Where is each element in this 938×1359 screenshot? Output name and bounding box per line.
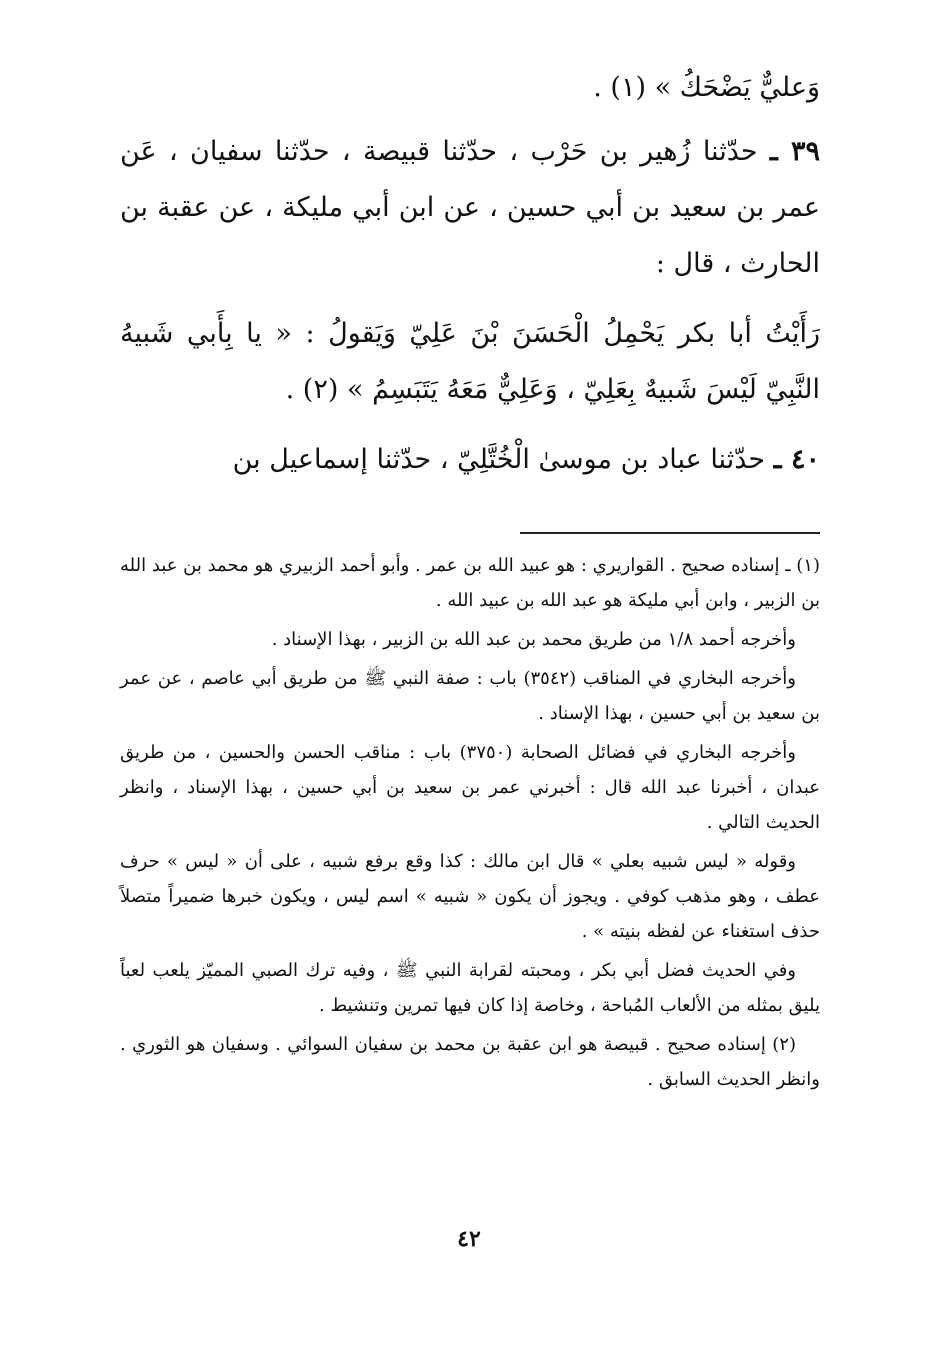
footnote-1-paragraph: (١) ـ إسناده صحيح . القواريري : هو عبيد الله بن عمر . وأبو أحمد الزبيري هو محمد بن عبد الله بن الزبير ، وابن أبي مليكة هو عبد الله بن عبيد الله .: [120, 555, 820, 611]
hadith-40-chain: حدّثنا عباد بن موسىٰ الْخُتَّلِيّ ، حدّثنا إسماعيل بن: [232, 444, 766, 475]
footnote-1-paragraph: وأخرجه البخاري في المناقب (٣٥٤٢) باب : صفة النبي ﷺ من طريق أبي عاصم ، عن عمر بن سعيد بن أبي حسين ، بهذا الإسناد .: [120, 668, 820, 724]
page-number: ٤٢: [457, 1226, 481, 1252]
main-text: [120, 60, 820, 488]
hadith-39-matn: رَأَيْتُ أبا بكر يَحْمِلُ الْحَسَنَ بْنَ عَلِيّ وَيَقولُ : « يا بِأَبي شَبيهُ النَّبِيّ لَيْسَ شَبيهٌ بِعَلِيّ ، وَعَلِيٌّ مَعَهُ يَتَبَسِمُ » (٢) .: [120, 318, 820, 405]
hadith-40-number: ٤٠ ـ: [773, 444, 820, 475]
hadith-38-ending: وَعليٌّ يَضْحَكُ » (١) .: [593, 72, 820, 103]
hadith-39-isnad: [120, 124, 820, 292]
book-page: [120, 60, 820, 1101]
footnote-2: (٢) إسناده صحيح . قبيصة هو ابن عقبة بن محمد بن سفيان السوائي . وسفيان هو الثوري . وانظر الحديث السابق .: [120, 1034, 820, 1090]
footnote-1-paragraph: وقوله « ليس شبيه بعلي » قال ابن مالك : كذا وقع برفع شبيه ، على أن « ليس » حرف عطف ، وهو مذهب كوفي . ويجوز أن يكون « شبيه » اسم ليس ، ويكون خبرها ضميراً متصلاً حذف استغناء عن لفظه بنيته » .: [120, 851, 820, 942]
hadith-40-isnad: [120, 432, 820, 488]
footnote-separator: [520, 532, 820, 534]
footnote-1-paragraph: وفي الحديث فضل أبي بكر ، ومحبته لقرابة النبي ﷺ ، وفيه ترك الصبي المميّز يلعب لعباً يليق بمثله من الألعاب المُباحة ، وخاصة إذا كان فيها تمرين وتنشيط .: [120, 960, 820, 1016]
footnotes: [120, 548, 820, 1097]
footnote-1-paragraph: وأخرجه أحمد ١/٨ من طريق محمد بن عبد الله بن الزبير ، بهذا الإسناد .: [271, 629, 796, 650]
hadith-39-chain: حدّثنا زُهير بن حَرْب ، حدّثنا قبيصة ، حدّثنا سفيان ، عَن عمر بن سعيد بن أبي حسين ، عن ابن أبي مليكة ، عن عقبة بن الحارث ، قال :: [120, 136, 820, 279]
footnote-1-paragraph: وأخرجه البخاري في فضائل الصحابة (٣٧٥٠) باب : مناقب الحسن والحسين ، من طريق عبدان ، أخبرنا عبد الله قال : أخبرني عمر بن سعيد بن أبي حسين ، بهذا الإسناد ، وانظر الحديث التالي .: [120, 742, 820, 833]
hadith-39-number: ٣٩ ـ: [769, 136, 820, 167]
